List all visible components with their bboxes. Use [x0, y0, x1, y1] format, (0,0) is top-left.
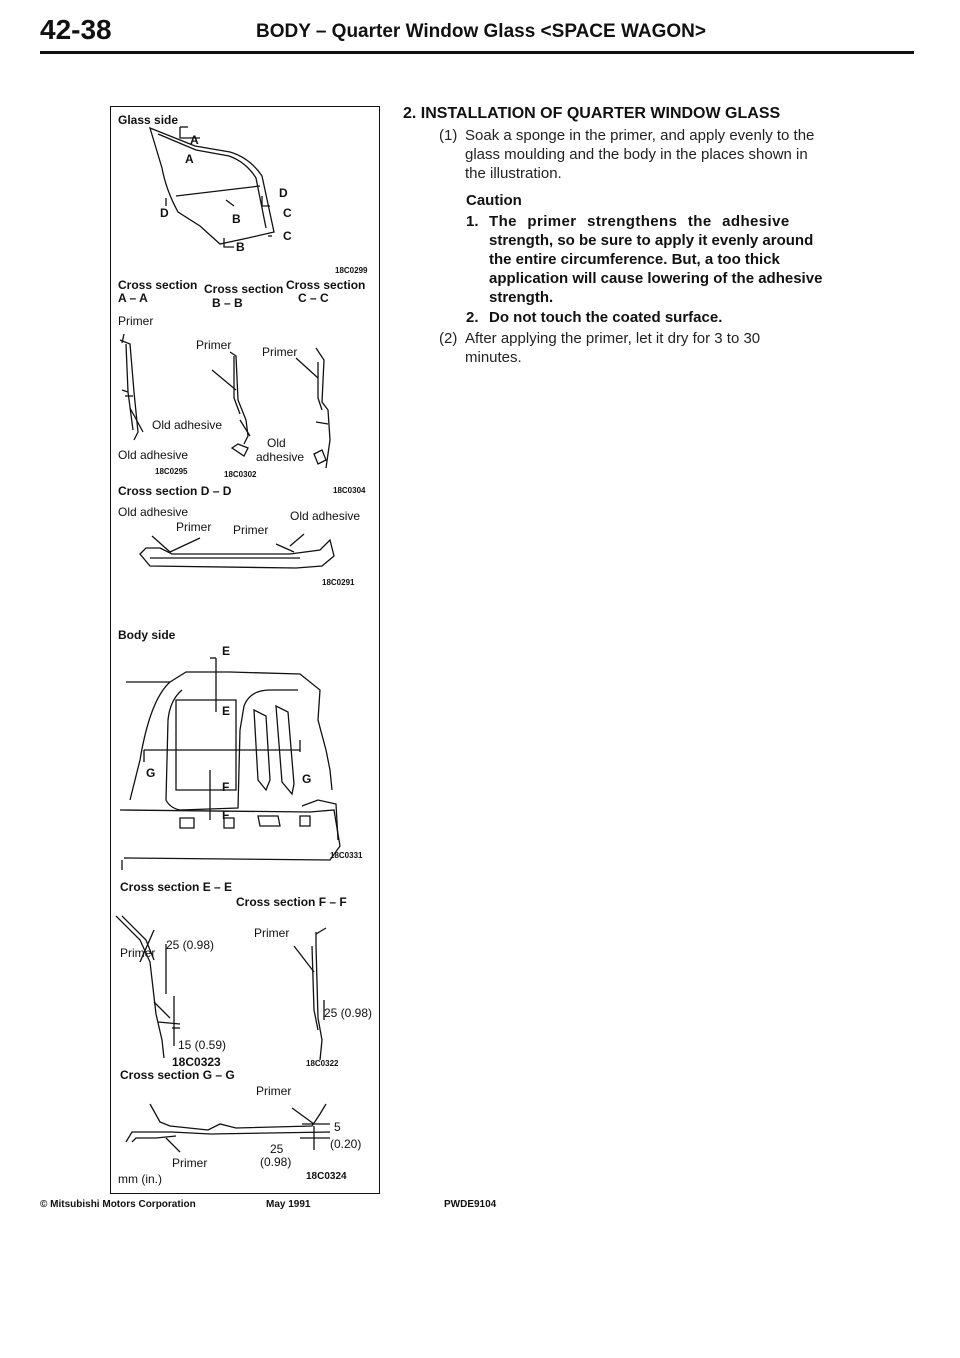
- step-2-line-2: minutes.: [465, 349, 522, 366]
- step-2-line-1: After applying the primer, let it dry for 3 to 30: [465, 330, 761, 347]
- figure-code-ee: 18C0323: [172, 1055, 221, 1069]
- cross-section-bb-title1: Cross section: [204, 282, 284, 296]
- cross-section-ff-drawing: [294, 928, 326, 1060]
- label-adhesive-cc: adhesive: [256, 450, 305, 464]
- marker-a-bottom: A: [185, 152, 194, 166]
- footer-date: May 1991: [266, 1199, 311, 1210]
- marker-e-top: E: [222, 644, 231, 658]
- dim-gg-098: (0.98): [260, 1155, 292, 1169]
- figure-code-dd: 18C0291: [322, 578, 355, 587]
- step-2: [440, 329, 900, 369]
- step-1-line-2: glass moulding and the body in the places shown in: [465, 146, 808, 163]
- marker-b-top: B: [232, 212, 241, 226]
- label-primer-dd-right: Primer: [233, 523, 269, 537]
- figure-code-bb: 18C0302: [224, 470, 257, 479]
- marker-d-right: D: [279, 186, 288, 200]
- body-side-label: Body side: [118, 628, 176, 642]
- dim-ee-15: 15 (0.59): [178, 1038, 227, 1052]
- step-2-number: (2): [439, 330, 458, 347]
- step-1-line-3: the illustration.: [465, 165, 562, 182]
- marker-a-top: A: [190, 133, 199, 147]
- cross-section-gg-drawing: [126, 1104, 330, 1152]
- label-primer-cc: Primer: [262, 345, 298, 359]
- body-side-drawing: [120, 658, 340, 870]
- cross-section-dd-drawing: [140, 534, 334, 568]
- figure-code-gg: 18C0324: [306, 1171, 347, 1182]
- label-primer-gg-bottom: Primer: [172, 1156, 208, 1170]
- dim-ee-25: 25 (0.98): [166, 938, 215, 952]
- caution-1-line-1: The primer strengthens the adhesive: [489, 213, 790, 230]
- label-primer-ee: Primer: [120, 946, 156, 960]
- label-primer-ff: Primer: [254, 926, 290, 940]
- label-old-cc: Old: [267, 436, 286, 450]
- page-title: BODY – Quarter Window Glass <SPACE WAGON>: [256, 21, 706, 42]
- label-primer-dd-left: Primer: [176, 520, 212, 534]
- marker-f-bottom: F: [222, 808, 230, 822]
- cross-section-aa-title2: A – A: [118, 291, 148, 305]
- caution-1-line-4: application will cause lowering of the adhesive: [489, 270, 823, 287]
- dim-gg-020: (0.20): [330, 1137, 362, 1151]
- dim-gg-5: 5: [334, 1120, 341, 1134]
- figure-code-cc: 18C0304: [333, 486, 366, 495]
- figure-code-body: 18C0331: [330, 851, 363, 860]
- caution-2-text: Do not touch the coated surface.: [489, 309, 723, 326]
- label-primer-gg-top: Primer: [256, 1084, 292, 1098]
- label-old-adhesive-dd-left: Old adhesive: [118, 505, 189, 519]
- caution-1-line-3: the entire circumference. But, a too thick: [489, 251, 780, 268]
- cross-section-aa-drawing: [120, 334, 143, 440]
- dim-gg-25: 25: [270, 1142, 284, 1156]
- cross-section-gg-title: Cross section G – G: [120, 1068, 235, 1082]
- marker-c-top: C: [283, 206, 292, 220]
- unit-note: mm (in.): [118, 1172, 162, 1186]
- dim-ff-25: 25 (0.98): [324, 1006, 373, 1020]
- marker-b-bottom: B: [236, 240, 245, 254]
- caution-1-line-5: strength.: [489, 289, 554, 306]
- cross-section-dd-title: Cross section D – D: [118, 484, 232, 498]
- cross-section-bb-title2: B – B: [212, 296, 243, 310]
- caution-1-number: 1.: [466, 213, 479, 230]
- label-old-adhesive-aa: Old adhesive: [118, 448, 189, 462]
- step-1-number: (1): [439, 127, 458, 144]
- glass-side-drawing: [150, 127, 274, 247]
- figure-code-aa: 18C0295: [155, 467, 188, 476]
- step-1: [440, 126, 900, 186]
- label-old-adhesive-dd-right: Old adhesive: [290, 509, 361, 523]
- figure-code-ff: 18C0322: [306, 1059, 339, 1068]
- page-number: 42-38: [40, 14, 112, 45]
- label-primer-aa: Primer: [118, 314, 154, 328]
- marker-d-left: D: [160, 206, 169, 220]
- marker-f-top: F: [222, 780, 230, 794]
- caution-1-line-2: strength, so be sure to apply it evenly around: [489, 232, 814, 249]
- cross-section-ee-title: Cross section E – E: [120, 880, 233, 894]
- cross-section-aa-title1: Cross section: [118, 278, 198, 292]
- footer-copyright: © Mitsubishi Motors Corporation: [40, 1199, 196, 1210]
- caution-2-number: 2.: [466, 309, 479, 326]
- section-title: 2. INSTALLATION OF QUARTER WINDOW GLASS: [403, 105, 781, 122]
- marker-g-right: G: [302, 772, 312, 786]
- figure-code-top: 18C0299: [335, 266, 368, 275]
- marker-g-left: G: [146, 766, 156, 780]
- marker-e-bottom: E: [222, 704, 231, 718]
- step-1-line-1: Soak a sponge in the primer, and apply evenly to the: [465, 127, 815, 144]
- label-old-adhesive-bb: Old adhesive: [152, 418, 223, 432]
- cross-section-bb-drawing: [212, 352, 250, 456]
- glass-side-label: Glass side: [118, 113, 179, 127]
- cross-section-cc-title2: C – C: [298, 291, 329, 305]
- caution-heading: Caution: [466, 192, 522, 209]
- marker-c-bottom: C: [283, 229, 292, 243]
- label-primer-bb: Primer: [196, 338, 232, 352]
- cross-section-ff-title: Cross section F – F: [236, 895, 347, 909]
- cross-section-cc-title1: Cross section: [286, 278, 366, 292]
- footer-doc-code: PWDE9104: [444, 1199, 497, 1210]
